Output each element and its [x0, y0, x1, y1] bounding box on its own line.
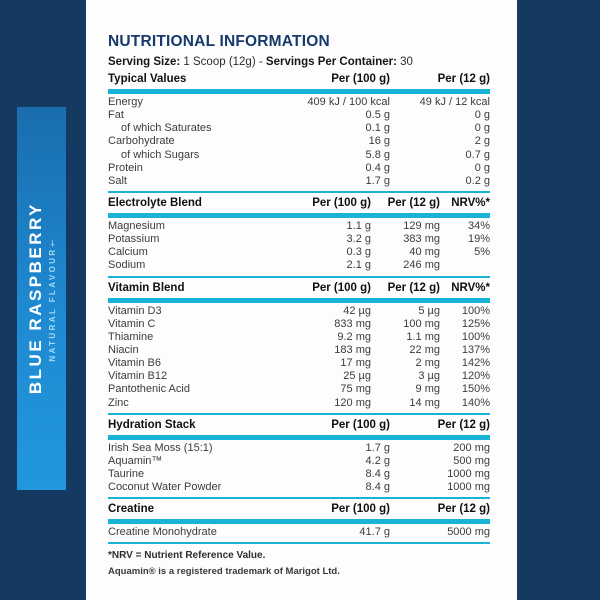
- nutrient-value-3: 150%: [461, 383, 490, 396]
- column-header-1: Per (100 g): [331, 503, 390, 516]
- column-header-1: Per (100 g): [312, 196, 371, 209]
- nutrient-label: of which Saturates: [121, 122, 212, 135]
- nutrient-label: Salt: [108, 174, 127, 187]
- section-header: [108, 417, 490, 432]
- nutrient-label: Fat: [108, 109, 124, 122]
- nutrient-value-3: 100%: [461, 330, 490, 343]
- nutrient-row: [108, 481, 490, 494]
- nutrient-value-3: 120%: [461, 370, 490, 383]
- nutrient-value-3: 5%: [474, 246, 490, 259]
- nutrient-value-1: 409 kJ / 100 kcal: [307, 96, 390, 108]
- flavor-subtitle: NATURAL FLAVOUR†: [48, 235, 57, 362]
- nutrient-row: [108, 175, 490, 188]
- nutrient-label: Niacin: [108, 343, 139, 356]
- nutrient-value-2: 14 mg: [409, 396, 440, 409]
- nutrient-value-1: 16 g: [368, 135, 390, 148]
- nutrient-value-2: 0 g: [474, 109, 490, 122]
- nutrient-value-2: 1000 mg: [447, 467, 490, 480]
- nutrient-row: [108, 162, 490, 175]
- column-header-2: Per (12 g): [387, 281, 440, 294]
- nutrient-value-1: 1.7 g: [365, 174, 390, 187]
- section-header: [108, 501, 490, 516]
- nutrition-sections: [108, 71, 490, 544]
- nutrient-row: [108, 442, 490, 455]
- nutrient-label: Thiamine: [108, 330, 154, 343]
- nutrient-value-1: 75 mg: [340, 383, 371, 396]
- nutrient-value-2: 2 g: [474, 135, 490, 148]
- nutrient-value-1: 17 mg: [340, 357, 371, 370]
- nutrient-row: [108, 305, 490, 318]
- nutrient-row: [108, 397, 490, 410]
- column-header-3: NRV%*: [451, 196, 490, 209]
- section-title: Creatine: [108, 503, 155, 516]
- nutrient-value-1: 5.8 g: [365, 148, 390, 161]
- flavor-band: [17, 107, 66, 490]
- nutrient-value-2: 3 µg: [418, 370, 440, 383]
- nutrient-value-1: 120 mg: [334, 396, 371, 409]
- nutrient-label: Vitamin B6: [108, 357, 161, 370]
- nutrient-value-2: 9 mg: [415, 383, 440, 396]
- nutrient-value-2: 0.7 g: [465, 148, 490, 161]
- nutrient-row: [108, 455, 490, 468]
- section-header-bar: [108, 298, 490, 303]
- nutrient-label: Magnesium: [108, 219, 165, 232]
- table-bottom-rule: [108, 542, 490, 544]
- nutrient-value-2: 0 g: [474, 122, 490, 135]
- section-divider-rule: [108, 497, 490, 499]
- nutrient-value-2: 1.1 mg: [406, 330, 440, 343]
- nutrient-value-3: 34%: [467, 219, 490, 232]
- nutrient-value-2: 2 mg: [415, 357, 440, 370]
- column-header-2: Per (12 g): [387, 196, 440, 209]
- section-divider-rule: [108, 413, 490, 415]
- nutrient-value-3: 19%: [467, 233, 490, 246]
- nutrient-label: Carbohydrate: [108, 135, 175, 148]
- nutrient-value-1: 1.1 g: [346, 219, 371, 232]
- nutrient-row: [108, 331, 490, 344]
- nutrient-value-1: 0.3 g: [346, 246, 371, 259]
- nutrient-value-2: 1000 mg: [447, 481, 490, 494]
- nutrient-value-1: 8.4 g: [365, 481, 390, 494]
- nutrient-label: Vitamin D3: [108, 304, 162, 317]
- section-header-bar: [108, 213, 490, 218]
- nutrient-value-2: 22 mg: [409, 343, 440, 356]
- section-title: Electrolyte Blend: [108, 196, 202, 209]
- nutrient-row: [108, 96, 490, 109]
- nutrient-value-1: 0.4 g: [365, 161, 390, 174]
- nutrient-value-1: 3.2 g: [346, 233, 371, 246]
- nutrient-label: Irish Sea Moss (15:1): [108, 441, 213, 454]
- nutrient-label: Taurine: [108, 467, 145, 480]
- column-header-1: Per (100 g): [331, 73, 390, 85]
- section-divider-rule: [108, 276, 490, 278]
- nutrient-value-2: 200 mg: [453, 441, 490, 454]
- nutrient-value-1: 25 µg: [343, 370, 371, 383]
- section-title: Vitamin Blend: [108, 281, 185, 294]
- nutrient-value-2: 383 mg: [403, 233, 440, 246]
- nutrient-value-3: 137%: [461, 343, 490, 356]
- nutrient-row: [108, 135, 490, 148]
- nutrient-value-3: 125%: [461, 317, 490, 330]
- serving-info: [108, 56, 490, 68]
- nutrient-value-2: 0 g: [474, 161, 490, 174]
- nutrient-value-1: 833 mg: [334, 317, 371, 330]
- nutrient-value-2: 49 kJ / 12 kcal: [419, 96, 490, 108]
- nutrient-row: [108, 344, 490, 357]
- nutrient-value-1: 9.2 mg: [337, 330, 371, 343]
- nutrient-row: [108, 468, 490, 481]
- column-header-2: Per (12 g): [437, 73, 490, 85]
- nutrient-value-1: 2.1 g: [346, 259, 371, 272]
- nutrition-panel: [86, 0, 517, 600]
- nutrient-row: [108, 246, 490, 259]
- serving-size-label: Serving Size:: [108, 56, 181, 68]
- section-header-bar: [108, 435, 490, 440]
- panel-title: NUTRITIONAL INFORMATION: [108, 33, 330, 50]
- nutrient-label: Potassium: [108, 233, 160, 246]
- nutrient-value-2: 246 mg: [403, 259, 440, 272]
- nutrient-label: Pantothenic Acid: [108, 383, 190, 396]
- section-header: [108, 280, 490, 295]
- nutrient-label: Creatine Monohydrate: [108, 526, 217, 539]
- column-header-1: Per (100 g): [312, 281, 371, 294]
- column-header-1: Per (100 g): [331, 418, 390, 431]
- nutrient-row: [108, 526, 490, 539]
- nutrient-row: [108, 149, 490, 162]
- serving-size-value: 1 Scoop (12g): [183, 56, 256, 68]
- section-header-bar: [108, 519, 490, 524]
- nrv-footnote: *NRV = Nutrient Reference Value.: [108, 550, 266, 562]
- nutrient-value-1: 183 mg: [334, 343, 371, 356]
- serving-separator: -: [258, 56, 263, 68]
- flavor-name: BLUE RASPBERRY: [26, 202, 45, 395]
- section-header-bar: [108, 89, 490, 94]
- nutrient-row: [108, 220, 490, 233]
- nutrient-row: [108, 122, 490, 135]
- nutrient-value-3: [440, 259, 490, 272]
- nutrient-value-2: 500 mg: [453, 454, 490, 467]
- servings-per-container-label: Servings Per Container:: [265, 56, 397, 68]
- nutrient-label: Aquamin™: [108, 454, 163, 467]
- nutrient-value-2: 129 mg: [403, 219, 440, 232]
- nutrient-label: Energy: [108, 96, 143, 108]
- nutrient-label: Vitamin B12: [108, 370, 168, 383]
- section-divider-rule: [108, 191, 490, 193]
- nutrient-value-3: 140%: [461, 396, 490, 409]
- nutrient-label: Vitamin C: [108, 317, 156, 330]
- nutrient-value-3: 142%: [461, 357, 490, 370]
- nutrient-value-2: 40 mg: [409, 246, 440, 259]
- section-header: [108, 195, 490, 210]
- nutrient-value-2: 5000 mg: [447, 526, 490, 539]
- section-title: Hydration Stack: [108, 418, 196, 431]
- nutrient-value-1: 1.7 g: [365, 441, 390, 454]
- nutrient-row: [108, 357, 490, 370]
- aquamin-footnote: Aquamin® is a registered trademark of Marigot Ltd.: [108, 566, 340, 578]
- nutrient-value-2: 0.2 g: [465, 174, 490, 187]
- nutrient-row: [108, 383, 490, 396]
- nutrient-value-2: 5 µg: [418, 304, 440, 317]
- nutrient-value-3: 100%: [461, 304, 490, 317]
- servings-per-container-value: 30: [400, 56, 413, 68]
- nutrient-row: [108, 370, 490, 383]
- nutrient-row: [108, 318, 490, 331]
- nutrient-row: [108, 109, 490, 122]
- nutrient-label: Calcium: [108, 246, 148, 259]
- nutrient-value-1: 4.2 g: [365, 454, 390, 467]
- nutrient-value-1: 8.4 g: [365, 467, 390, 480]
- nutrient-row: [108, 259, 490, 272]
- section-header: [108, 71, 490, 86]
- column-header-2: Per (12 g): [437, 418, 490, 431]
- section-title: Typical Values: [108, 73, 187, 85]
- nutrient-value-1: 0.1 g: [365, 122, 390, 135]
- nutrient-label: Zinc: [108, 396, 129, 409]
- nutrient-label: Sodium: [108, 259, 146, 272]
- nutrient-label: of which Sugars: [121, 148, 200, 161]
- column-header-3: NRV%*: [451, 281, 490, 294]
- nutrient-label: Protein: [108, 161, 143, 174]
- nutrient-value-1: 41.7 g: [359, 526, 390, 539]
- nutrient-value-1: 42 µg: [343, 304, 371, 317]
- nutrient-row: [108, 233, 490, 246]
- column-header-2: Per (12 g): [437, 503, 490, 516]
- nutrient-label: Coconut Water Powder: [108, 481, 222, 494]
- nutrient-value-2: 100 mg: [403, 317, 440, 330]
- nutrient-value-1: 0.5 g: [365, 109, 390, 122]
